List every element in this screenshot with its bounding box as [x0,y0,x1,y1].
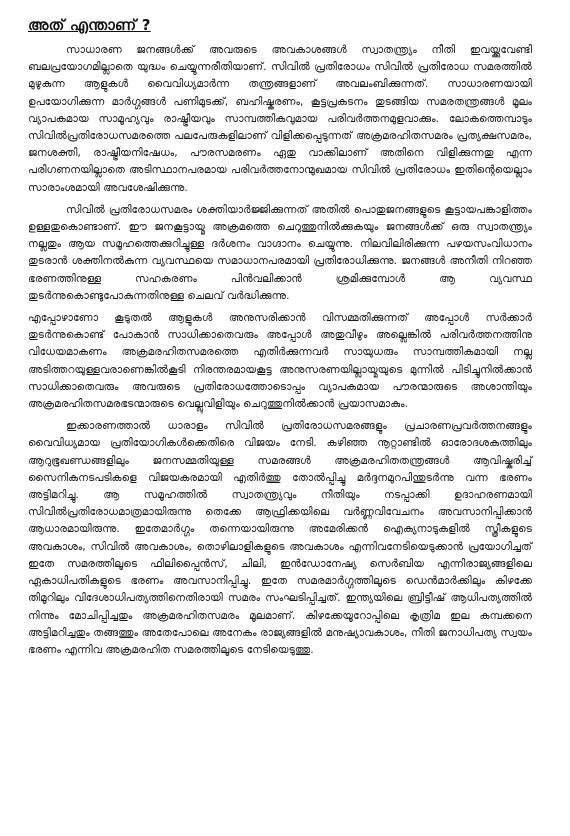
paragraph-4: ഇക്കാരണത്താല്‍ ധാരാളം സിവില്‍ പ്രതിരോധസമരങ്ങളും പ്രചാരണപ്രവര്‍ത്തനങ്ങളും വൈവിധ്യമായ പ്രതിയോഗികള്‍ക്കെതിരെ വിജയം നേടി. കഴിഞ്ഞ നൂറ്റാണ്ടില്‍ ഓരോദശകത്തിലും ആറുഭൂഖണ്ഡങ്ങളിലും ജനസമ്മതിയുള്ള സമരങ്ങള്‍ അക്രമരഹിതതന്ത്രങ്ങള്‍ ആവിഷ്കരിച്ച് സൈനികനടപടികളെ വിജയകരമായി എതിര്‍ത്തു തോല്‍പ്പിച്ചു മര്‍ദ്ദനമുറപിന്തുടര്‍ന്നു വന്ന ഭരണം അട്ടിമറിച്ചു. ആ സമൂഹത്തില്‍ സ്വാതന്ത്ര്യവും നീതിയും നടപ്പാക്കി ഉദാഹരണമായി സിവില്‍പ്രതിരോധമാത്രമായിരുന്നു തെക്കേ ആഫ്രിക്കയിലെ വര്‍ണ്ണവിവേചനം അവസാനിപ്പിക്കാന്‍ ആധാരമായിരുന്നു. ഇതേമാര്‍ഗ്ഗം തന്നെയായിരുന്നു അമേരിക്കന്‍ ഐക്യനാടുകളില്‍ സ്ത്രീകളുടെ അവകാശം, സിവില്‍ അവകാശം, തൊഴിലാളികളുടെ അവകാശം എന്നിവനേടിയെടുക്കാന്‍ പ്രയോഗിച്ചത് ഇതേ സമരത്തിലൂടെ ഫിലിപ്പൈന്‍സ്, ചിലി, ഇന്‍ഡോനേഷ്യ സെര്‍ബിയ എന്നിരാജ്യങ്ങളിലെ ഏകാധിപതികളുടെ ഭരണം അവസാനിപ്പിച്ചു. ഇതേ സമരമാര്‍ഗ്ഗത്തിലൂടെ ഡെന്‍മാര്‍ക്കിലും കിഴക്കേ തിമൂറിലും വിദേശാധിപത്യത്തിനെതിരായി സമരം സംഘടിപ്പിച്ചത്. ഇന്ത്യയിലെ ബ്രിട്ടീഷ് ആധിപത്യത്തില്‍ നിന്നും മോചിപ്പിച്ചതും അക്രമരഹിതസമരം മൂലമാണ്. കിഴക്കേയൂറോപ്പിലെ കൃത്രിമ ഇല കമ്പക്കനെ അട്ടിമറിച്ചതും തങ്ങത്തും അതേപോലെ അനേകം രാജ്യങ്ങളില്‍ മനുഷ്യാവകാശം, നീതി ജനാധിപത്യ സ്വയം ഭരണം എന്നിവ അക്രമരഹിത സമരത്തിലൂടെ നേടിയെടുത്തു. [28,420,532,656]
paragraph-3: എപ്പോഴാണോ കൂടുതല്‍ ആളുകള്‍ അനുസരിക്കാന്‍ വിസമ്മതിക്കുന്നത് അപ്പോള്‍ സര്‍ക്കാര്‍ തുടര്‍ന്നുകൊണ്ട് പോകാന്‍ സാധിക്കാതെവരും അപ്പോള്‍ അതുവീഴും അല്ലെങ്കില്‍ പരിവര്‍ത്തനത്തിനു വിധേയമാകണം അക്രമരഹിതസമരത്തെ എതിര്‍ക്കുന്നവര്‍ സായുധരും സാമ്പത്തികമായി നല്ല അടിത്തറയുള്ളവരാണെങ്കില്‍കൂടി നിരന്തരമായകൂട്ട അനുസരണയില്ലായ്മയുടെ മുന്നില്‍ പിടിച്ചുനില്‍ക്കാന്‍ സാധിക്കാതെവരും അവരുടെ പ്രതിരോധത്തോടൊപ്പം വ്യാപകമായ പൗരന്മാരുടെ അശാന്തിയും അക്രമരഹിതസമരഭടന്മാരുടെ വെല്ലുവിളിയും ചെറുത്തുനില്‍ക്കാന്‍ പ്രയാസമാകും. [28,312,532,411]
paragraph-2: സിവില്‍ പ്രതിരോധസമരം ശക്തിയാര്‍ജ്ജിക്കുന്നത് അതില്‍ പൊതുജനങ്ങളുടെ കൂട്ടായപങ്കാളിത്തം ഉള്ളതുകൊണ്ടാണ്. ഈ ജനകൂട്ടായ്മ അക്രമത്തെ ചെറുത്തുനില്‍ക്കുകയും ജനങ്ങള്‍ക്ക് ഒരു സ്വാതന്ത്ര്യം നല്ലതും ആയ സമൂഹത്തെക്കുറിച്ചുള്ള ദര്‍ശനം വാഗ്ദാനം ചെയ്യുന്നു. നിലവിലിരിക്കുന്ന പഴയസംവിധാനം തുടരാന്‍ ശക്തിനല്‍കുന്ന വ്യവസ്ഥയെ സമാധാനപരമായി പ്രതിരോധിക്കുന്നു. ജനങ്ങള്‍ അനീതി നിറഞ്ഞ ഭരണത്തിനുള്ള സഹകരണം പിന്‍വലിക്കാന്‍ ശ്രമിക്കുമ്പോള്‍ ആ വ്യവസ്ഥ തുടര്‍ന്നുകൊണ്ടുപോകുന്നതിനുള്ള ചെലവ് വര്‍ദ്ധിക്കുന്നു. [28,203,532,302]
document-title: അത് എന്താണ് ? [28,16,151,34]
paragraph-1: സാധാരണ ജനങ്ങള്‍ക്ക് അവരുടെ അവകാശങ്ങള്‍ സ്വാതന്ത്ര്യം നീതി ഇവയ്ക്കുവേണ്ടി ബലപ്രയോഗമില്ലാതെ യുദ്ധം ചെയ്യുന്നരീതിയാണ്. സിവില്‍ പ്രതിരോധം സിവില്‍ പ്രതിരോധ സമരത്തില്‍ മുഴുകുന്ന ആളുകള്‍ വൈവിധ്യമാര്‍ന്ന തന്ത്രങ്ങളാണ് അവലംബിക്കുന്നത്. സാധാരണയായി ഉപയോഗിക്കുന്ന മാര്‍ഗ്ഗങ്ങള്‍ പണിമുടക്ക്, ബഹിഷ്കരണം, കൂട്ടപ്രകടനം തുടങ്ങിയ സമരതന്ത്രങ്ങള്‍ മൂലം വ്യാപകമായ സാമൂഹ്യവും രാഷ്ട്രീയവും സാമ്പത്തികവുമായ പരിവര്‍ത്തനമുളവാക്കും. ലോകത്തെമ്പാടും സിവില്‍പ്രതിരോധസമരത്തെ പലപേരുകളിലാണ് വിളിക്കപ്പെടുന്നത് അക്രമരഹിതസമരം പ്രത്യക്ഷസമരം, ജനശക്തി, രാഷ്ട്രീയനിഷേധം, പൗരസമരണം ഏതു വാക്കിലാണ് അതിനെ വിളിക്കുന്നതു എന്ന പരിഗണനയില്ലാതെ അടിസ്ഥാനപരമായ പരിവര്‍ത്തനോന്മുഖമായ സിവില്‍ പ്രതിരോധം ഇതിന്റെയെല്ലാം സാരാംശമായി അവശേഷിക്കുന്നു. [28,44,532,194]
